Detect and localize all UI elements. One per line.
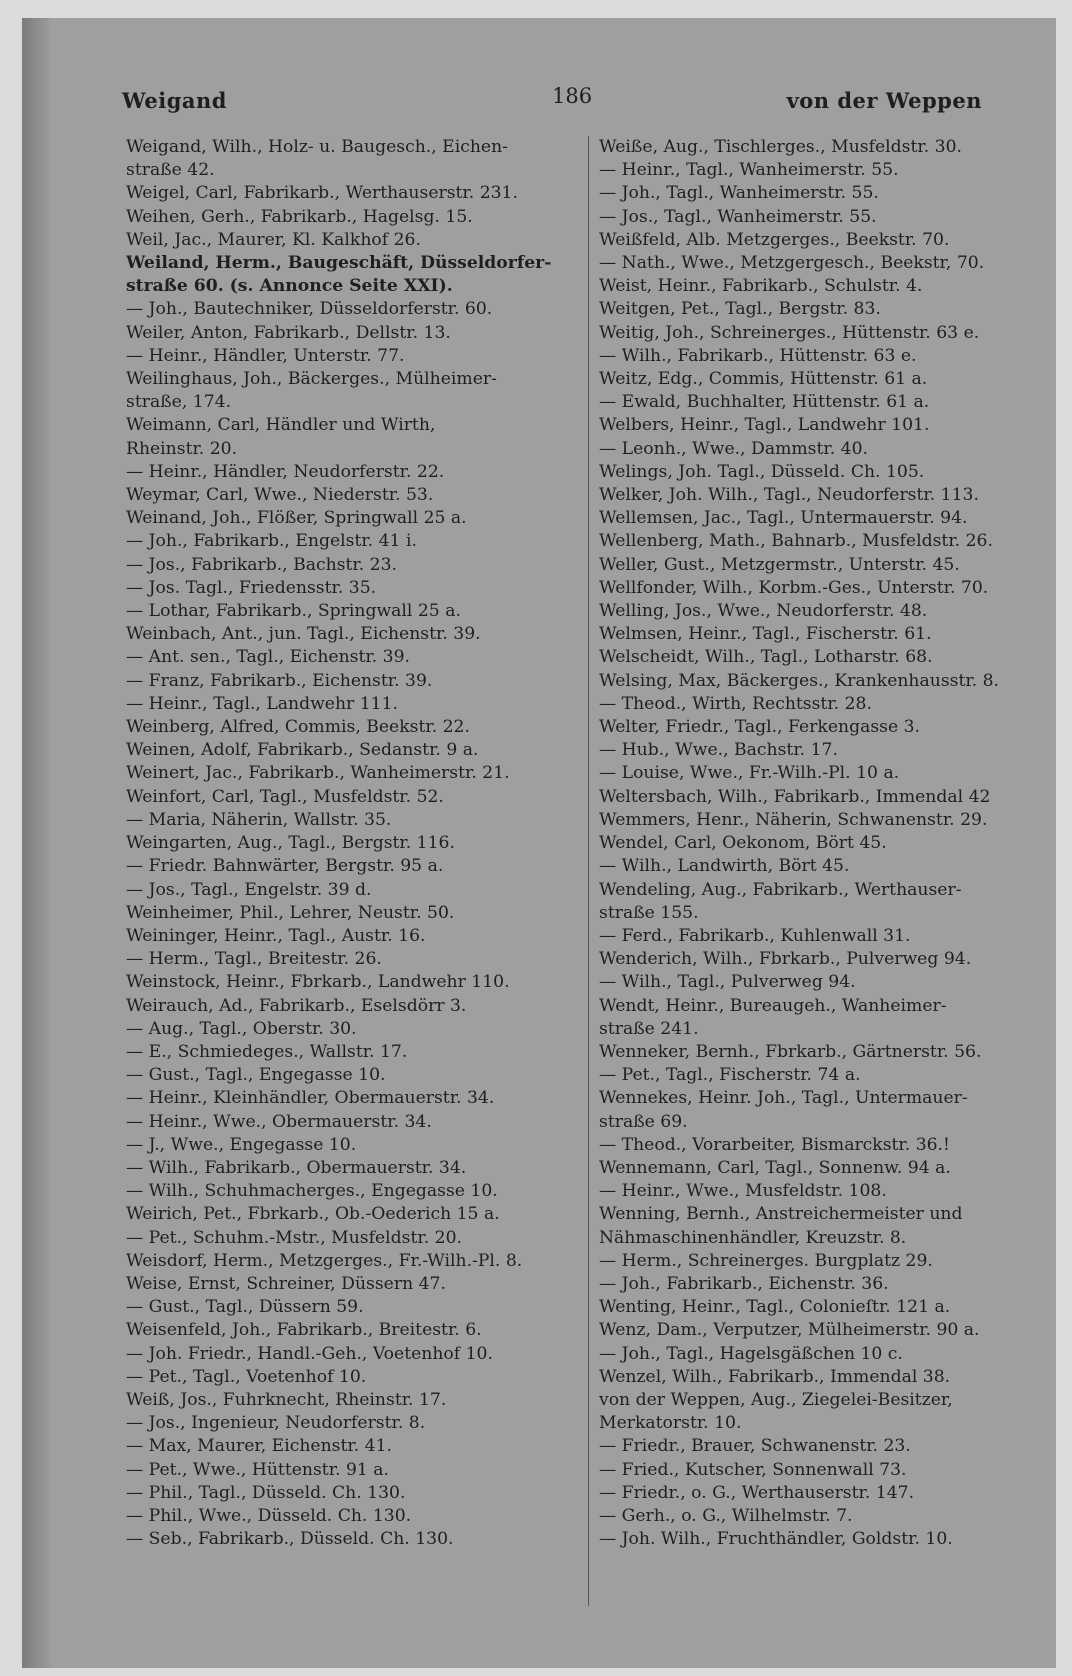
directory-entry: — Joh., Fabrikarb., Eichenstr. 36. (599, 1273, 889, 1294)
directory-entry: — Joh. Friedr., Handl.-Geh., Voetenhof 10. (126, 1343, 493, 1364)
directory-entry: von der Weppen, Aug., Ziegelei-Besitzer, (599, 1389, 953, 1410)
directory-entry: Wellemsen, Jac., Tagl., Untermauerstr. 94. (599, 508, 968, 529)
directory-entry: Weingarten, Aug., Tagl., Bergstr. 116. (126, 833, 455, 854)
directory-entry: Wenz, Dam., Verputzer, Mülheimerstr. 90 a. (599, 1320, 980, 1341)
directory-entry: — Phil., Tagl., Düsseld. Ch. 130. (126, 1482, 406, 1503)
directory-entry: — Lothar, Fabrikarb., Springwall 25 a. (126, 601, 461, 622)
directory-entry: — Jos., Tagl., Engelstr. 39 d. (126, 879, 372, 900)
directory-entry: Weiß, Jos., Fuhrknecht, Rheinstr. 17. (126, 1389, 447, 1410)
directory-entry: Wennemann, Carl, Tagl., Sonnenw. 94 a. (599, 1157, 951, 1178)
directory-entry: straße 42. (126, 160, 215, 181)
directory-entry: Welbers, Heinr., Tagl., Landwehr 101. (599, 415, 930, 436)
directory-entry: straße 69. (599, 1111, 688, 1132)
directory-entry: Weisenfeld, Joh., Fabrikarb., Breitestr. 6. (126, 1320, 482, 1341)
directory-entry: Weinstock, Heinr., Fbrkarb., Landwehr 110. (126, 972, 510, 993)
directory-entry: Weinert, Jac., Fabrikarb., Wanheimerstr. 21. (126, 763, 510, 784)
directory-entry: Weinand, Joh., Flößer, Springwall 25 a. (126, 508, 467, 529)
directory-entry: — Wilh., Tagl., Pulverweg 94. (599, 972, 856, 993)
directory-entry: Weinen, Adolf, Fabrikarb., Sedanstr. 9 a. (126, 740, 479, 761)
directory-entry: Weinfort, Carl, Tagl., Musfeldstr. 52. (126, 786, 444, 807)
directory-entry: Wenzel, Wilh., Fabrikarb., Immendal 38. (599, 1366, 951, 1387)
directory-entry: Weininger, Heinr., Tagl., Austr. 16. (126, 925, 426, 946)
directory-entry: — J., Wwe., Engegasse 10. (126, 1134, 357, 1155)
directory-entry: Rheinstr. 20. (126, 438, 238, 459)
directory-entry: Nähmaschinenhändler, Kreuzstr. 8. (599, 1227, 907, 1248)
directory-entry: — Theod., Wirth, Rechtsstr. 28. (599, 693, 872, 714)
directory-entry: Weihen, Gerh., Fabrikarb., Hagelsg. 15. (126, 206, 473, 227)
directory-entry: — Jos., Fabrikarb., Bachstr. 23. (126, 554, 397, 575)
directory-entry: — Heinr., Händler, Unterstr. 77. (126, 345, 405, 366)
directory-entry: — Gerh., o. G., Wilhelmstr. 7. (599, 1505, 853, 1526)
directory-entry: straße 60. (s. Annonce Seite XXI). (126, 276, 453, 297)
directory-entry: Welings, Joh. Tagl., Düsseld. Ch. 105. (599, 461, 925, 482)
directory-entry: Weinheimer, Phil., Lehrer, Neustr. 50. (126, 902, 455, 923)
directory-entry: Weinbach, Ant., jun. Tagl., Eichenstr. 39. (126, 624, 481, 645)
directory-entry: Wenderich, Wilh., Fbrkarb., Pulverweg 94. (599, 949, 972, 970)
directory-entry: Wennekes, Heinr. Joh., Tagl., Untermauer- (599, 1088, 968, 1109)
directory-entry: Welmsen, Heinr., Tagl., Fischerstr. 61. (599, 624, 932, 645)
directory-entry: straße 241. (599, 1018, 699, 1039)
directory-entry: — Pet., Tagl., Fischerstr. 74 a. (599, 1065, 861, 1086)
directory-entry: — Herm., Tagl., Breitestr. 26. (126, 949, 382, 970)
directory-entry: — Max, Maurer, Eichenstr. 41. (126, 1436, 392, 1457)
directory-entry: Weist, Heinr., Fabrikarb., Schulstr. 4. (599, 276, 923, 297)
directory-entry: — Heinr., Wwe., Musfeldstr. 108. (599, 1181, 887, 1202)
directory-entry: Welter, Friedr., Tagl., Ferkengasse 3. (599, 717, 921, 738)
directory-entry: — Maria, Näherin, Wallstr. 35. (126, 809, 392, 830)
directory-entry: Weigand, Wilh., Holz- u. Baugesch., Eichen- (126, 137, 508, 157)
directory-entry: — Joh., Fabrikarb., Engelstr. 41 i. (126, 531, 417, 552)
directory-entry: Welscheidt, Wilh., Tagl., Lotharstr. 68. (599, 647, 933, 668)
directory-entry: — Joh. Wilh., Fruchthändler, Goldstr. 10. (599, 1529, 953, 1550)
directory-entry: — Friedr., o. G., Werthauserstr. 147. (599, 1482, 915, 1503)
directory-entry: Weirauch, Ad., Fabrikarb., Eselsdörr 3. (126, 995, 467, 1016)
directory-entry: Weimann, Carl, Händler und Wirth, (126, 415, 436, 436)
page-gutter (22, 18, 52, 1668)
directory-entry: Weiland, Herm., Baugeschäft, Düsseldorfer- (126, 253, 552, 274)
directory-entry: — Wilh., Fabrikarb., Obermauerstr. 34. (126, 1157, 467, 1178)
directory-entry: — Heinr., Tagl., Wanheimerstr. 55. (599, 160, 899, 181)
directory-entry: — Seb., Fabrikarb., Düsseld. Ch. 130. (126, 1529, 454, 1550)
directory-entry: Weinberg, Alfred, Commis, Beekstr. 22. (126, 717, 470, 738)
directory-entry: Weller, Gust., Metzgermstr., Unterstr. 45. (599, 554, 960, 575)
directory-entry: — Ewald, Buchhalter, Hüttenstr. 61 a. (599, 392, 930, 413)
directory-entry: Weiler, Anton, Fabrikarb., Dellstr. 13. (126, 322, 451, 343)
directory-entry: Wenneker, Bernh., Fbrkarb., Gärtnerstr. 56. (599, 1041, 982, 1062)
directory-entry: Wellfonder, Wilh., Korbm.-Ges., Unterstr. 70. (599, 577, 989, 598)
directory-entry: — Joh., Tagl., Wanheimerstr. 55. (599, 183, 879, 204)
directory-entry: — Louise, Wwe., Fr.-Wilh.-Pl. 10 a. (599, 763, 900, 784)
directory-entry: Weil, Jac., Maurer, Kl. Kalkhof 26. (126, 229, 421, 250)
page-number: 186 (552, 84, 593, 108)
directory-entry: Weirich, Pet., Fbrkarb., Ob.-Oederich 15 a. (126, 1204, 500, 1225)
directory-entry: — Fried., Kutscher, Sonnenwall 73. (599, 1459, 907, 1480)
directory-entry: — Ferd., Fabrikarb., Kuhlenwall 31. (599, 925, 911, 946)
directory-entry: Weigel, Carl, Fabrikarb., Werthauserstr. 231. (126, 183, 518, 204)
directory-entry: Weltersbach, Wilh., Fabrikarb., Immendal 42 (599, 786, 991, 807)
directory-entry: — Wilh., Fabrikarb., Hüttenstr. 63 e. (599, 345, 917, 366)
directory-entry: — Gust., Tagl., Engegasse 10. (126, 1065, 386, 1086)
directory-entry: Wenning, Bernh., Anstreichermeister und (599, 1204, 963, 1225)
directory-entry: Weilinghaus, Joh., Bäckerges., Mülheimer- (126, 369, 497, 390)
directory-entry: Weiße, Aug., Tischlerges., Musfeldstr. 30. (599, 137, 962, 157)
directory-entry: Wellenberg, Math., Bahnarb., Musfeldstr. 26. (599, 531, 993, 552)
directory-entry: — Aug., Tagl., Oberstr. 30. (126, 1018, 357, 1039)
directory-entry: — Joh., Tagl., Hagelsgäßchen 10 c. (599, 1343, 903, 1364)
directory-entry: Wendt, Heinr., Bureaugeh., Wanheimer- (599, 995, 947, 1016)
directory-entry: — Joh., Bautechniker, Düsseldorferstr. 60. (126, 299, 493, 320)
directory-entry: — Ant. sen., Tagl., Eichenstr. 39. (126, 647, 410, 668)
directory-entry: — Friedr. Bahnwärter, Bergstr. 95 a. (126, 856, 444, 877)
directory-entry: — Nath., Wwe., Metzgergesch., Beekstr, 70. (599, 253, 985, 274)
directory-entry: — Wilh., Schuhmacherges., Engegasse 10. (126, 1181, 498, 1202)
directory-entry: — Pet., Wwe., Hüttenstr. 91 a. (126, 1459, 389, 1480)
directory-entry: Weitz, Edg., Commis, Hüttenstr. 61 a. (599, 369, 928, 390)
left-column (126, 136, 586, 1551)
directory-entry: Welker, Joh. Wilh., Tagl., Neudorferstr. 113. (599, 485, 979, 506)
directory-entry: — Friedr., Brauer, Schwanenstr. 23. (599, 1436, 911, 1457)
directory-entry: Wendel, Carl, Oekonom, Bört 45. (599, 833, 887, 854)
directory-entry: — E., Schmiedeges., Wallstr. 17. (126, 1041, 408, 1062)
directory-entry: — Heinr., Händler, Neudorferstr. 22. (126, 461, 445, 482)
directory-entry: Weisdorf, Herm., Metzgerges., Fr.-Wilh.-Pl. 8. (126, 1250, 523, 1271)
directory-entry: — Heinr., Kleinhändler, Obermauerstr. 34. (126, 1088, 495, 1109)
header-left-catchword: Weigand (122, 88, 227, 113)
directory-entry: — Franz, Fabrikarb., Eichenstr. 39. (126, 670, 433, 691)
directory-entry: — Jos. Tagl., Friedensstr. 35. (126, 577, 377, 598)
directory-entry: — Heinr., Wwe., Obermauerstr. 34. (126, 1111, 432, 1132)
directory-entry: Weymar, Carl, Wwe., Niederstr. 53. (126, 485, 434, 506)
directory-entry: Merkatorstr. 10. (599, 1413, 742, 1434)
directory-entry: Weißfeld, Alb. Metzgerges., Beekstr. 70. (599, 229, 950, 250)
directory-entry: Weise, Ernst, Schreiner, Düssern 47. (126, 1273, 446, 1294)
directory-entry: Weitgen, Pet., Tagl., Bergstr. 83. (599, 299, 881, 320)
directory-entry: — Gust., Tagl., Düssern 59. (126, 1297, 364, 1318)
directory-entry: Weitig, Joh., Schreinerges., Hüttenstr. 63 e. (599, 322, 980, 343)
directory-entry: — Pet., Schuhm.-Mstr., Musfeldstr. 20. (126, 1227, 462, 1248)
directory-entry: straße, 174. (126, 392, 232, 413)
directory-entry: — Leonh., Wwe., Dammstr. 40. (599, 438, 868, 459)
directory-entry: — Wilh., Landwirth, Bört 45. (599, 856, 850, 877)
directory-entry: Wendeling, Aug., Fabrikarb., Werthauser- (599, 879, 962, 900)
directory-entry: — Heinr., Tagl., Landwehr 111. (126, 693, 398, 714)
directory-entry: straße 155. (599, 902, 699, 923)
directory-entry: — Herm., Schreinerges. Burgplatz 29. (599, 1250, 933, 1271)
directory-entry: — Jos., Ingenieur, Neudorferstr. 8. (126, 1413, 426, 1434)
header-right-catchword: von der Weppen (786, 88, 982, 113)
page-header (122, 76, 982, 116)
directory-entry: Welling, Jos., Wwe., Neudorferstr. 48. (599, 601, 928, 622)
directory-entry: Wemmers, Henr., Näherin, Schwanenstr. 29. (599, 809, 988, 830)
directory-entry: Welsing, Max, Bäckerges., Krankenhausstr. 8. (599, 670, 1000, 691)
directory-entry: — Theod., Vorarbeiter, Bismarckstr. 36.! (599, 1134, 950, 1155)
directory-entry: Wenting, Heinr., Tagl., Colonieſtr. 121 a. (599, 1297, 951, 1318)
directory-entry: — Phil., Wwe., Düsseld. Ch. 130. (126, 1505, 412, 1526)
directory-page (22, 18, 1056, 1668)
right-column (588, 136, 1056, 1606)
directory-entry: — Jos., Tagl., Wanheimerstr. 55. (599, 206, 877, 227)
directory-entry: — Pet., Tagl., Voetenhof 10. (126, 1366, 367, 1387)
directory-entry: — Hub., Wwe., Bachstr. 17. (599, 740, 838, 761)
